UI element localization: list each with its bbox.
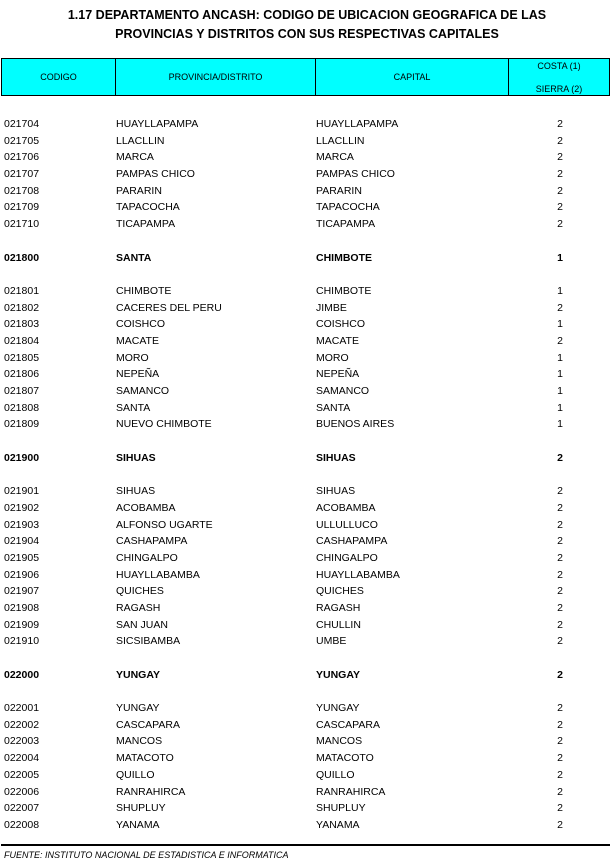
table-row xyxy=(0,283,614,300)
cell-provincia-distrito: HUAYLLABAMBA xyxy=(116,568,200,581)
cell-codigo: 021906 xyxy=(4,568,40,581)
cell-provincia-distrito: MORO xyxy=(116,351,149,364)
table-row xyxy=(0,300,614,317)
spacer-row xyxy=(0,233,614,250)
cell-codigo: 021905 xyxy=(4,551,40,564)
cell-codigo: 022002 xyxy=(4,718,40,731)
cell-region: 2 xyxy=(557,718,563,731)
table-row xyxy=(0,600,614,617)
cell-codigo: 021904 xyxy=(4,535,40,548)
cell-provincia-distrito: TAPACOCHA xyxy=(116,201,180,214)
cell-codigo: 021910 xyxy=(4,635,40,648)
cell-codigo: 021807 xyxy=(4,385,40,397)
cell-capital: SAMANCO xyxy=(316,385,370,397)
cell-provincia-distrito: ALFONSO UGARTE xyxy=(116,518,213,531)
cell-provincia-distrito: LLACLLIN xyxy=(116,134,165,147)
cell-region: 1 xyxy=(557,351,563,364)
cell-codigo: 021808 xyxy=(4,401,40,414)
cell-capital: YUNGAY xyxy=(316,668,360,681)
cell-provincia-distrito: PAMPAS CHICO xyxy=(116,168,195,181)
table-row xyxy=(0,183,614,200)
cell-provincia-distrito: SHUPLUY xyxy=(116,802,166,815)
cell-provincia-distrito: MACATE xyxy=(116,334,159,347)
cell-region: 2 xyxy=(557,601,563,614)
table-row xyxy=(0,116,614,133)
province-row xyxy=(0,667,614,684)
cell-codigo: 021802 xyxy=(4,301,40,314)
cell-codigo: 021804 xyxy=(4,334,40,347)
cell-region: 2 xyxy=(557,635,563,648)
cell-codigo: 021708 xyxy=(4,184,40,197)
cell-provincia-distrito: COISHCO xyxy=(116,318,166,331)
table-row xyxy=(0,366,614,383)
table-row xyxy=(0,717,614,734)
cell-provincia-distrito: YUNGAY xyxy=(116,702,160,715)
table-row xyxy=(0,216,614,233)
cell-provincia-distrito: CASCAPARA xyxy=(116,718,180,731)
table-row xyxy=(0,617,614,634)
cell-provincia-distrito: NUEVO CHIMBOTE xyxy=(116,418,212,431)
cell-provincia-distrito: MARCA xyxy=(116,151,154,164)
cell-provincia-distrito: MANCOS xyxy=(116,735,163,748)
table-row xyxy=(0,133,614,150)
cell-region: 2 xyxy=(557,618,563,631)
cell-provincia-distrito: PARARIN xyxy=(116,184,162,197)
table-row xyxy=(0,416,614,433)
cell-capital: RAGASH xyxy=(316,601,361,614)
cell-region: 1 xyxy=(557,251,563,264)
cell-capital: HUAYLLABAMBA xyxy=(316,568,400,581)
cell-provincia-distrito: NEPEÑA xyxy=(116,368,160,381)
table-row xyxy=(0,533,614,550)
cell-region: 2 xyxy=(557,118,563,130)
cell-codigo: 021909 xyxy=(4,618,40,631)
table-row xyxy=(0,333,614,350)
table-row xyxy=(0,199,614,216)
cell-provincia-distrito: SICSIBAMBA xyxy=(116,635,181,648)
cell-capital: MACATE xyxy=(316,334,359,347)
table-row xyxy=(0,483,614,500)
header-codigo: CODIGO xyxy=(2,59,116,95)
cell-codigo: 022000 xyxy=(4,668,40,681)
title-line-1: 1.17 DEPARTAMENTO ANCASH: CODIGO DE UBICACION GEOGRAFICA DE LAS xyxy=(67,8,547,22)
cell-codigo: 021903 xyxy=(4,518,40,531)
cell-capital: SHUPLUY xyxy=(316,802,366,815)
cell-capital: PARARIN xyxy=(316,184,362,197)
table-row xyxy=(0,633,614,650)
table-row xyxy=(0,733,614,750)
spacer-row xyxy=(0,650,614,667)
cell-capital: RANRAHIRCA xyxy=(316,785,386,798)
table-row xyxy=(0,800,614,817)
cell-codigo: 022005 xyxy=(4,768,40,781)
cell-provincia-distrito: ACOBAMBA xyxy=(116,501,176,514)
cell-codigo: 021710 xyxy=(4,218,40,231)
cell-provincia-distrito: RANRAHIRCA xyxy=(116,785,186,798)
cell-provincia-distrito: SIHUAS xyxy=(116,485,156,498)
cell-codigo: 021900 xyxy=(4,451,40,464)
cell-codigo: 021809 xyxy=(4,418,40,431)
cell-provincia-distrito: SAN JUAN xyxy=(116,618,168,631)
cell-region: 2 xyxy=(557,218,563,231)
cell-capital: JIMBE xyxy=(316,301,347,314)
cell-codigo: 022001 xyxy=(4,702,40,715)
cell-capital: TAPACOCHA xyxy=(316,201,380,214)
cell-provincia-distrito: HUAYLLAPAMPA xyxy=(116,118,199,130)
cell-capital: SIHUAS xyxy=(316,485,356,498)
cell-capital: LLACLLIN xyxy=(316,134,365,147)
header-sierra: SIERRA (2) xyxy=(535,84,583,94)
source-note: FUENTE: INSTITUTO NACIONAL DE ESTADISTICA E INFORMATICA xyxy=(4,850,289,860)
cell-codigo: 021800 xyxy=(4,251,40,264)
table-row xyxy=(0,700,614,717)
cell-region: 2 xyxy=(557,551,563,564)
cell-region: 2 xyxy=(557,151,563,164)
cell-capital: MORO xyxy=(316,351,349,364)
cell-capital: SIHUAS xyxy=(316,451,356,464)
cell-capital: CHULLIN xyxy=(316,618,361,631)
spacer-row xyxy=(0,266,614,283)
cell-capital: HUAYLLAPAMPA xyxy=(316,118,399,130)
cell-capital: MARCA xyxy=(316,151,354,164)
cell-capital: PAMPAS CHICO xyxy=(316,168,395,181)
table-row xyxy=(0,817,614,834)
cell-capital: CHINGALPO xyxy=(316,551,378,564)
cell-codigo: 022004 xyxy=(4,752,40,765)
cell-capital: CHIMBOTE xyxy=(316,251,372,264)
cell-region: 2 xyxy=(557,802,563,815)
cell-provincia-distrito: SAMANCO xyxy=(116,385,170,397)
cell-codigo: 021803 xyxy=(4,318,40,331)
cell-provincia-distrito: CACERES DEL PERU xyxy=(116,301,222,314)
cell-codigo: 021908 xyxy=(4,601,40,614)
cell-provincia-distrito: SANTA xyxy=(116,401,151,414)
table-row xyxy=(0,500,614,517)
cell-region: 2 xyxy=(557,134,563,147)
cell-codigo: 022007 xyxy=(4,802,40,815)
spacer-row xyxy=(0,683,614,700)
cell-region: 1 xyxy=(557,318,563,331)
cell-codigo: 021907 xyxy=(4,585,40,598)
cell-codigo: 021901 xyxy=(4,485,40,498)
cell-codigo: 021806 xyxy=(4,368,40,381)
cell-codigo: 022003 xyxy=(4,735,40,748)
table-row xyxy=(0,550,614,567)
header-capital: CAPITAL xyxy=(316,59,509,95)
cell-region: 2 xyxy=(557,451,563,464)
header-costa: COSTA (1) xyxy=(537,61,581,71)
cell-capital: YANAMA xyxy=(316,818,360,831)
cell-provincia-distrito: CHIMBOTE xyxy=(116,284,172,297)
page-title xyxy=(0,6,614,44)
table-row xyxy=(0,166,614,183)
cell-capital: CASCAPARA xyxy=(316,718,380,731)
table-row xyxy=(0,567,614,584)
cell-region: 2 xyxy=(557,168,563,181)
cell-codigo: 021705 xyxy=(4,134,40,147)
cell-region: 2 xyxy=(557,485,563,498)
cell-capital: CASHAPAMPA xyxy=(316,535,388,548)
cell-capital: CHIMBOTE xyxy=(316,284,372,297)
cell-region: 2 xyxy=(557,501,563,514)
cell-provincia-distrito: CHINGALPO xyxy=(116,551,178,564)
cell-region: 2 xyxy=(557,768,563,781)
cell-region: 2 xyxy=(557,301,563,314)
cell-capital: QUICHES xyxy=(316,585,364,598)
cell-codigo: 021704 xyxy=(4,118,40,130)
cell-region: 1 xyxy=(557,418,563,431)
table-row xyxy=(0,583,614,600)
cell-provincia-distrito: QUICHES xyxy=(116,585,164,598)
cell-region: 2 xyxy=(557,702,563,715)
cell-codigo: 021805 xyxy=(4,351,40,364)
cell-capital: SANTA xyxy=(316,401,351,414)
table-row xyxy=(0,350,614,367)
cell-region: 2 xyxy=(557,735,563,748)
cell-capital: MATACOTO xyxy=(316,752,374,765)
province-row xyxy=(0,450,614,467)
cell-capital: ACOBAMBA xyxy=(316,501,376,514)
spacer-row xyxy=(0,433,614,450)
cell-region: 2 xyxy=(557,668,563,681)
cell-capital: NEPEÑA xyxy=(316,368,360,381)
cell-capital: ULLULLUCO xyxy=(316,518,378,531)
cell-provincia-distrito: MATACOTO xyxy=(116,752,174,765)
cell-region: 2 xyxy=(557,818,563,831)
cell-provincia-distrito: TICAPAMPA xyxy=(116,218,176,231)
cell-provincia-distrito: YANAMA xyxy=(116,818,160,831)
cell-capital: QUILLO xyxy=(316,768,355,781)
table-row xyxy=(0,316,614,333)
table-row xyxy=(0,383,614,400)
table-body xyxy=(0,116,614,834)
table-row xyxy=(0,517,614,534)
cell-provincia-distrito: CASHAPAMPA xyxy=(116,535,188,548)
cell-capital: COISHCO xyxy=(316,318,366,331)
cell-region: 2 xyxy=(557,568,563,581)
cell-capital: BUENOS AIRES xyxy=(316,418,395,431)
cell-region: 2 xyxy=(557,334,563,347)
table-row xyxy=(0,784,614,801)
cell-provincia-distrito: SANTA xyxy=(116,251,152,264)
province-row xyxy=(0,250,614,267)
cell-capital: YUNGAY xyxy=(316,702,360,715)
cell-capital: TICAPAMPA xyxy=(316,218,376,231)
table-row xyxy=(0,400,614,417)
cell-provincia-distrito: YUNGAY xyxy=(116,668,160,681)
cell-provincia-distrito: QUILLO xyxy=(116,768,155,781)
spacer-row xyxy=(0,466,614,483)
cell-region: 2 xyxy=(557,518,563,531)
cell-codigo: 021902 xyxy=(4,501,40,514)
title-line-2: PROVINCIAS Y DISTRITOS CON SUS RESPECTIVAS CAPITALES xyxy=(115,27,499,41)
table-row xyxy=(0,767,614,784)
cell-region: 1 xyxy=(557,284,563,297)
header-region xyxy=(509,59,609,95)
footer-divider xyxy=(1,844,610,846)
cell-region: 2 xyxy=(557,785,563,798)
cell-capital: UMBE xyxy=(316,635,347,648)
table-row xyxy=(0,149,614,166)
cell-region: 2 xyxy=(557,184,563,197)
cell-region: 1 xyxy=(557,385,563,397)
cell-codigo: 021707 xyxy=(4,168,40,181)
cell-region: 2 xyxy=(557,585,563,598)
cell-region: 1 xyxy=(557,368,563,381)
cell-codigo: 021709 xyxy=(4,201,40,214)
table-header xyxy=(1,58,610,96)
cell-region: 1 xyxy=(557,401,563,414)
table-row xyxy=(0,750,614,767)
cell-region: 2 xyxy=(557,201,563,214)
cell-codigo: 022006 xyxy=(4,785,40,798)
cell-region: 2 xyxy=(557,752,563,765)
cell-capital: MANCOS xyxy=(316,735,363,748)
header-provincia-distrito: PROVINCIA/DISTRITO xyxy=(116,59,316,95)
cell-provincia-distrito: SIHUAS xyxy=(116,451,156,464)
cell-region: 2 xyxy=(557,535,563,548)
cell-codigo: 021706 xyxy=(4,151,40,164)
cell-codigo: 021801 xyxy=(4,284,40,297)
cell-provincia-distrito: RAGASH xyxy=(116,601,161,614)
cell-codigo: 022008 xyxy=(4,818,40,831)
